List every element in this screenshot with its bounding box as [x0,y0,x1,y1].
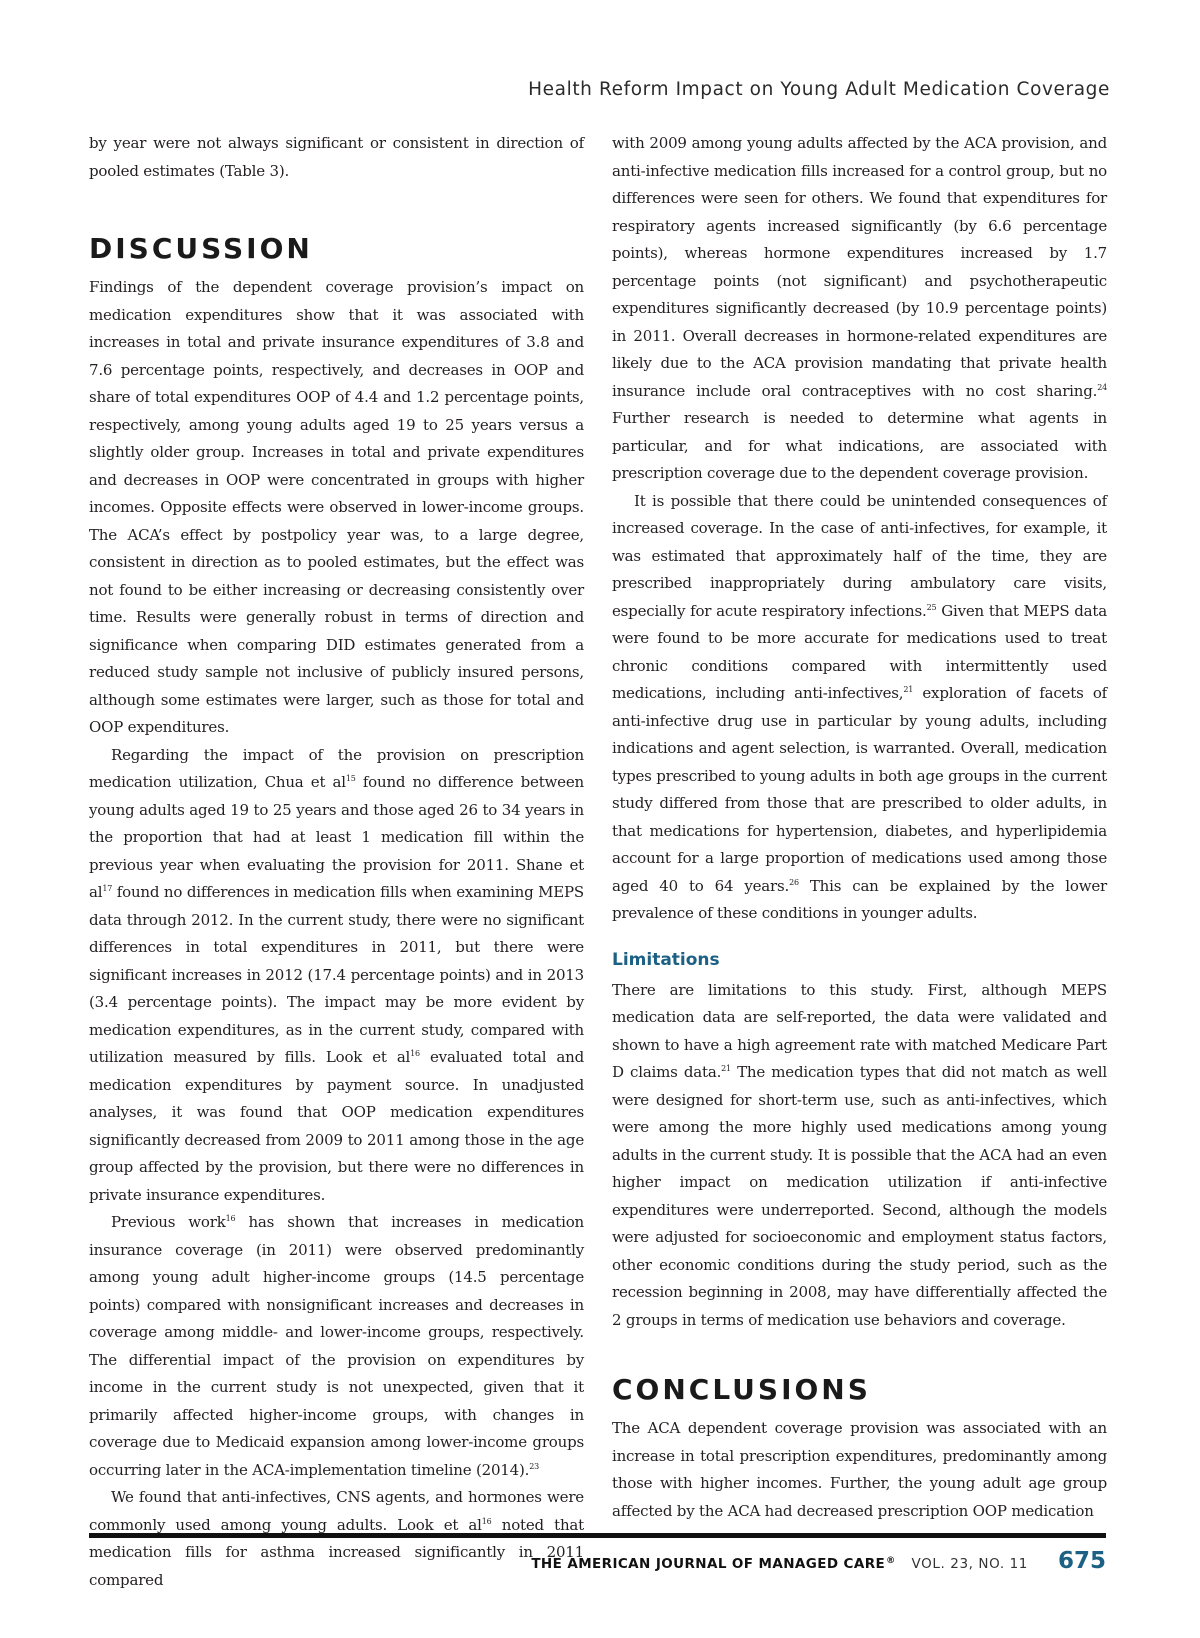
reference-15: 15 [345,774,356,783]
reference-25: 25 [926,602,937,612]
discussion-heading: DISCUSSION [89,232,313,265]
journal-title: THE AMERICAN JOURNAL OF MANAGED CARE® [531,1556,896,1572]
reference-21: 21 [903,685,914,694]
paragraph-expenditure-classes: with 2009 among young adults affected by the ACA provision, and anti-infective medication fills increased for a control group, but no differences were seen for others. We found that expenditures for respiratory agents increased significantly (by 6.6 percentage points), whereas hormone expenditures increased by 1.7 percentage points (not significant) and psychotherapeutic expenditures significantly decreased (by 10.9 percentage points) in 2011. Overall decreases in hormone-related expenditures are likely due to the ACA provision mandating that private health insurance include oral contraceptives with no cost sharing.$^{24}$ Further research is needed to determine what agents in particular, and for what indications, are associated with prescription coverage due to the dependent coverage provision. [612,134,1107,482]
paragraph-results-tail: by year were not always significant or consistent in direction of pooled estimates (Table 3). [89,134,584,180]
volume-issue: VOL. 23, NO. 11 [911,1556,1028,1572]
paragraph-unintended-consequences: It is possible that there could be unintended consequences of increased coverage. In the case of anti-infectives, for example, it was estimated that approximately half of the time, they are prescribed inappropriately during ambulatory care visits, especially for acute respiratory infections.$^{25}$ Given that MEPS data were found to be more accurate for medications used to treat chronic conditions compared with intermittently used medications, including anti-infectives,$^{21}$ exploration of facets of anti-infective drug use in particular by young adults, including indications and agent selection, is warranted. Overall, medication types prescribed to young adults in both age groups in the current study differed from those that are prescribed to older adults, in that medications for hypertension, diabetes, and hyperlipidemia account for a large proportion of medications used among those aged 40 to 64 years.$^{26}$ This can be explained by the lower prevalence of these conditions in younger adults. [612,491,1107,922]
reference-24: 24 [1097,382,1107,392]
running-head: Health Reform Impact on Young Adult Medication Coverage [528,79,1110,100]
page-number: 675 [1057,1548,1106,1574]
page-footer [531,1548,1106,1574]
reference-21: 21 [721,1064,731,1073]
paragraph-utilization: Regarding the impact of the provision on prescription medication utilization, Chua et $al^{15}$ found no difference between young adults aged 19 to 25 years and those aged 26 to 34 years in the proportion that had at least 1 medication fill within the previous year when evaluating the provision for 2011. Shane et $al^{17}$ found no differences in medication fills when examining MEPS data through 2012. In the current study, there were no significant differences in total expenditures in 2011, but there were significant increases in 2012 (17.4 percentage points) and in 2013 (3.4 percentage points). The impact may be more evident by medication expenditures, as in the current study, compared with utilization measured by fills. Look et $al^{16}$ evaluated total and medication expenditures by payment source. In unadjusted analyses, it was found that OOP medication expenditures significantly decreased from 2009 to 2011 among those in the age group affected by the provision, but there were no differences in private insurance expenditures. [89,745,584,1204]
reference-16: 16 [410,1049,420,1058]
paragraph-previous-work: Previous work$^{16}$ has shown that increases in medication insurance coverage (in 2011) were observed predominantly among young adult higher-income groups (14.5 percentage points) compared with nonsignificant increases and decreases in coverage among middle- and lower-income groups, respectively. The differential impact of the provision on expenditures by income in the current study is not unexpected, given that it primarily affected higher-income groups, with changes in coverage due to Medicaid expansion among lower-income groups occurring later in the ACA-implementation timeline (2014).$^{23}$ [89,1213,584,1479]
left-column [89,130,584,1594]
conclusions-heading: CONCLUSIONS [612,1373,871,1406]
reference-17: 17 [102,884,113,893]
reference-23: 23 [529,1461,539,1471]
paragraph-conclusions: The ACA dependent coverage provision was associated with an increase in total prescription expenditures, predominantly among those with higher incomes. Further, the young adult age group affected by the ACA had decreased prescription OOP medication [612,1419,1107,1520]
registered-mark: ® [886,1556,896,1566]
right-column [612,130,1107,1525]
footer-rule [89,1533,1106,1538]
paragraph-discussion-findings: Findings of the dependent coverage provision’s impact on medication expenditures show that it was associated with increases in total and private insurance expenditures of 3.8 and 7.6 percentage points, respectively, and decreases in OOP and share of total expenditures OOP of 4.4 and 1.2 percentage points, respectively, among young adults aged 19 to 25 years versus a slightly older group. Increases in total and private expenditures and decreases in OOP were concentrated in groups with higher incomes. Opposite effects were observed in lower-income groups. The ACA’s effect by postpolicy year was, to a large degree, consistent in direction as to pooled estimates, but the effect was not found to be either increasing or decreasing consistently over time. Results were generally robust in terms of direction and significance when comparing DID estimates generated from a reduced study sample not inclusive of publicly insured persons, although some estimates were larger, such as those for total and OOP expenditures. [89,278,584,736]
paragraph-limitations: There are limitations to this study. First, although MEPS medication data are self-reported, the data were validated and shown to have a high agreement rate with matched Medicare Part D claims data.$^{21}$ The medication types that did not match as well were designed for short-term use, such as anti-infectives, which were among the more highly used medications among young adults in the current study. It is possible that the ACA had an even higher impact on medication utilization if anti-infective expenditures were underreported. Second, although the models were adjusted for socioeconomic and employment status factors, other economic conditions during the study period, such as the recession beginning in 2008, may have differentially affected the 2 groups in terms of medication use behaviors and coverage. [612,980,1108,1329]
paragraph-anti-infectives: We found that anti-infectives, CNS agents, and hormones were commonly used among young adults. Look et $al^{16}$ noted that medication fills for asthma increased significantly in 2011 compared [89,1488,584,1589]
reference-16: 16 [481,1516,492,1526]
reference-26: 26 [789,877,799,887]
reference-16: 16 [225,1214,236,1223]
limitations-heading: Limitations [612,949,720,970]
